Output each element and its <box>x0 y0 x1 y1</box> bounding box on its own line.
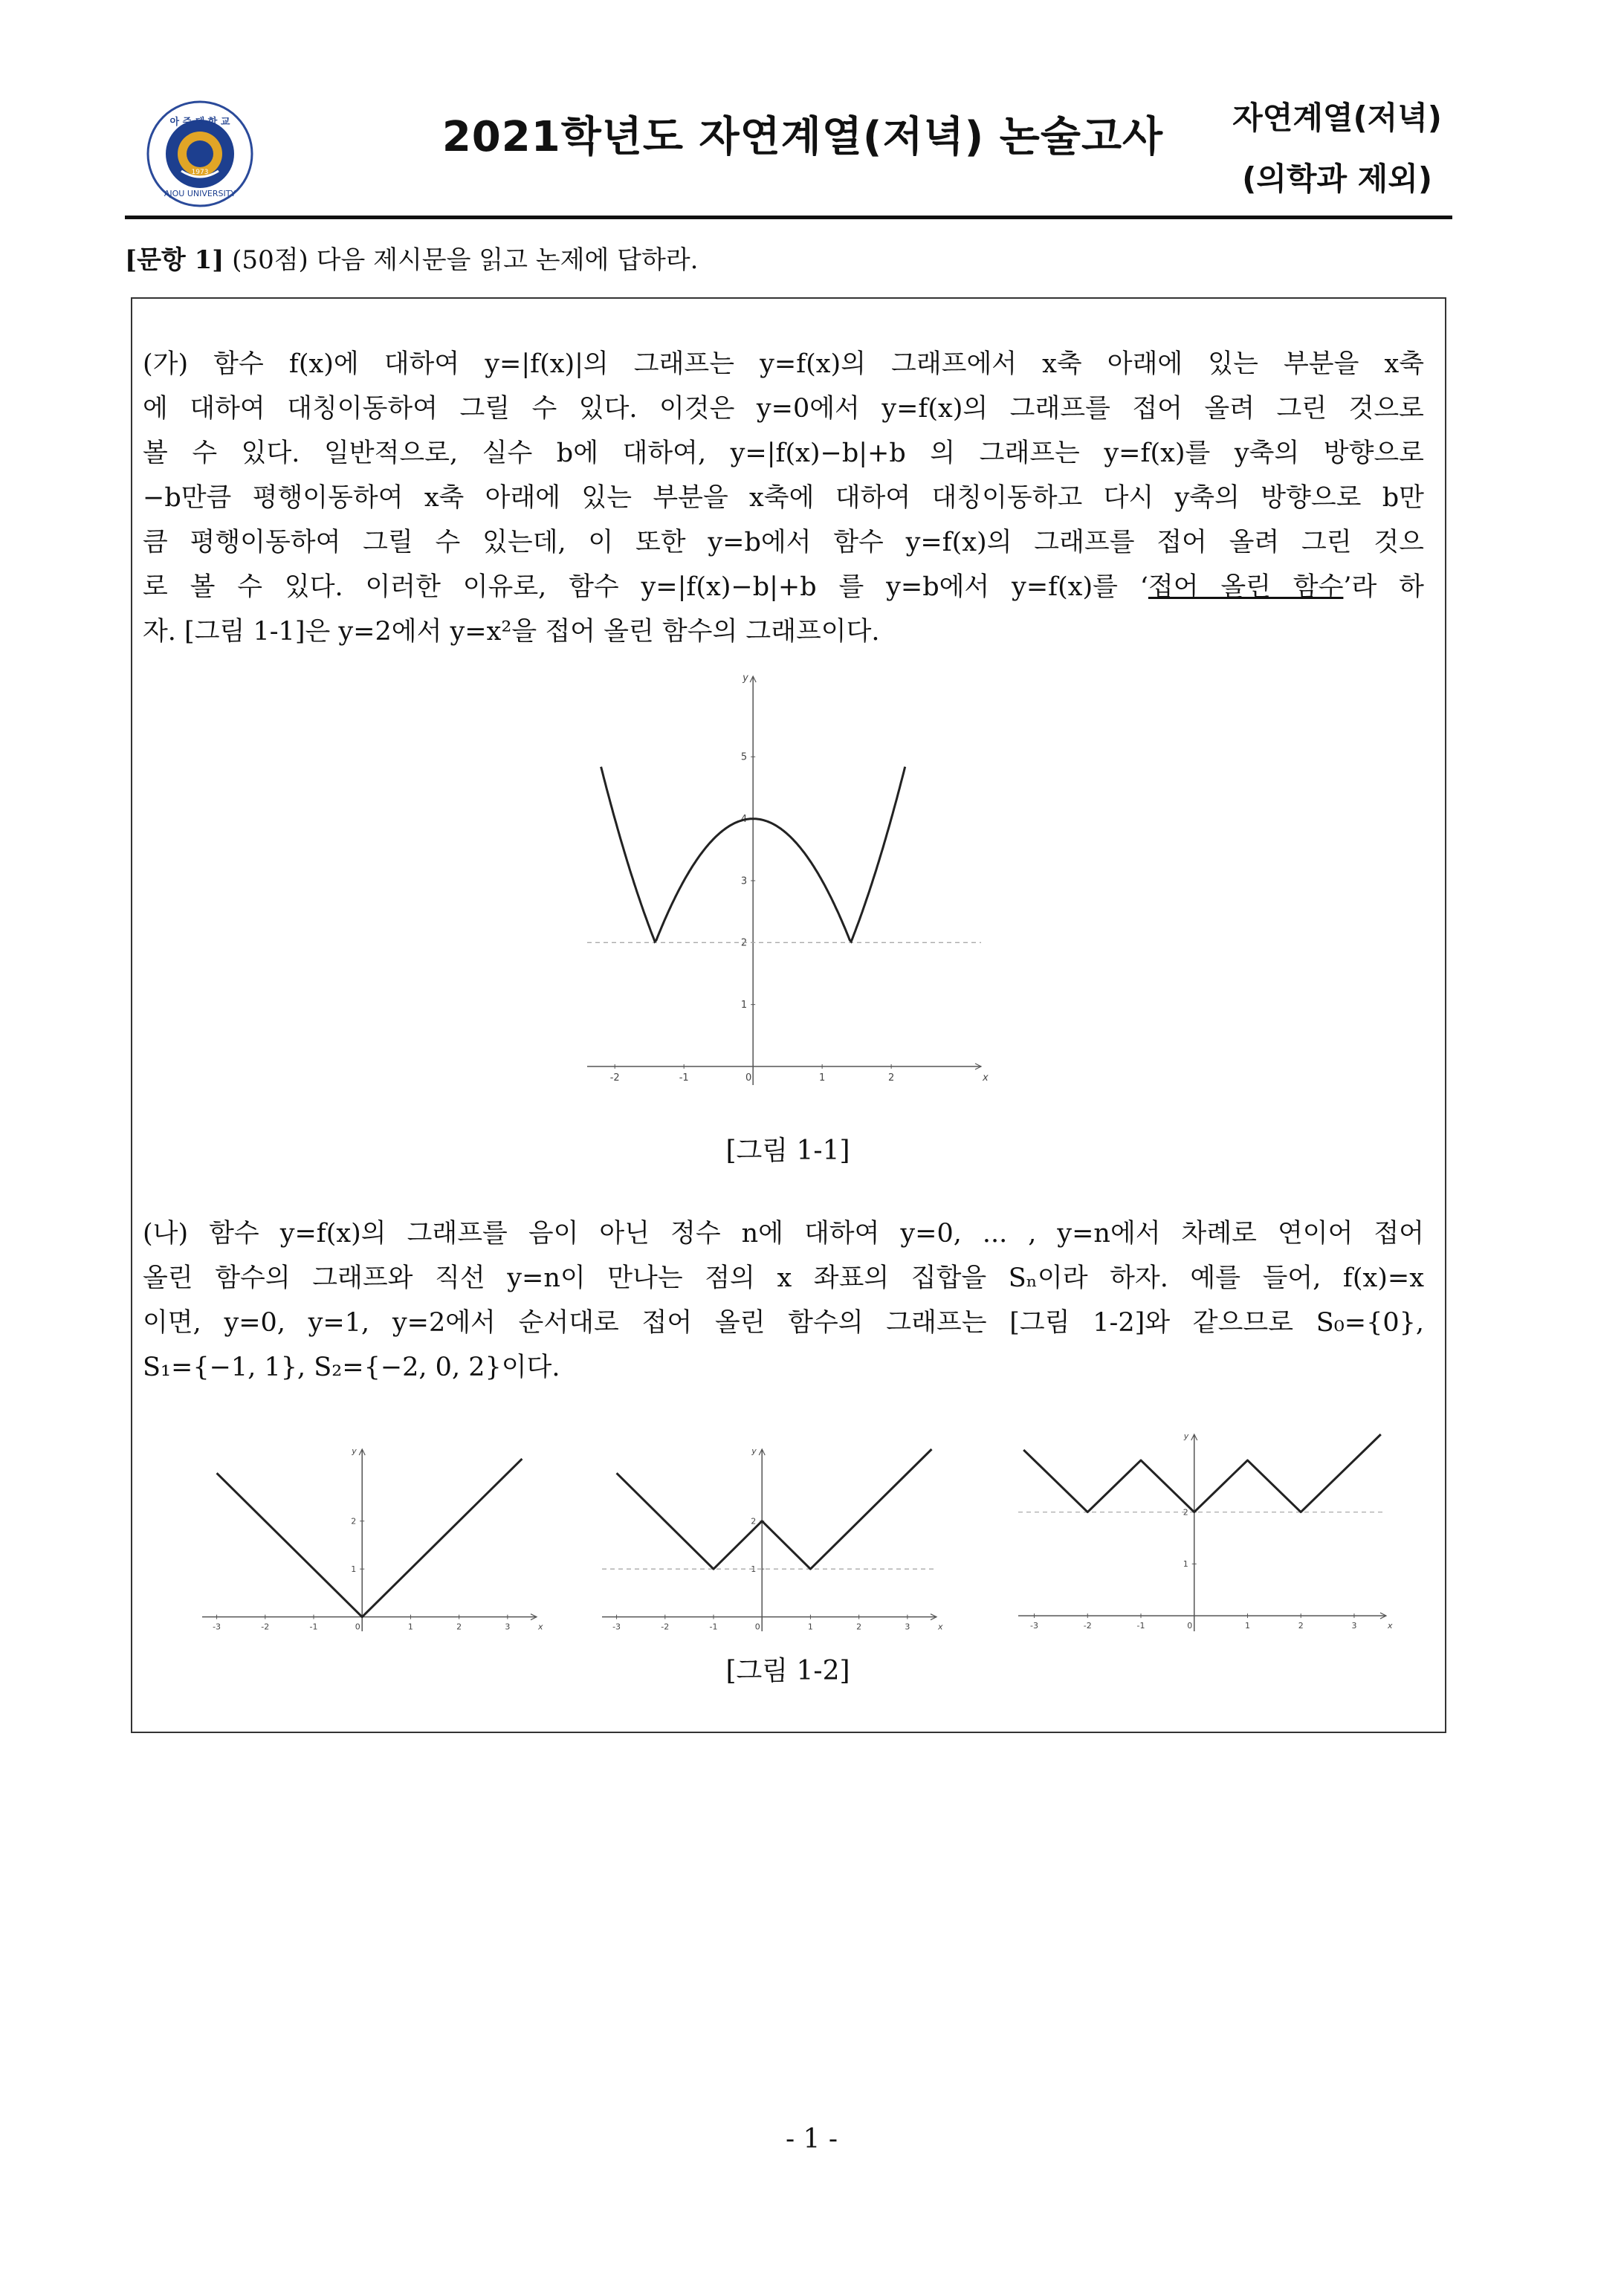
fig12a-x-tick-label: 0 <box>355 1622 360 1632</box>
figure-1-2-caption: [그림 1-2] <box>725 1656 850 1686</box>
fig12c-x-tick-label: 1 <box>1244 1621 1250 1631</box>
fig11-x-tick-label: 0 <box>745 1072 752 1084</box>
fig12a-x-tick-label: 2 <box>456 1622 462 1632</box>
question-label: [문항 1] <box>125 245 224 275</box>
fig11-x-tick-label: 2 <box>887 1072 895 1084</box>
fig12b-series-line <box>617 1449 932 1569</box>
question-heading <box>125 239 698 276</box>
passage-na-line: 올린 함수의 그래프와 직선 y=n이 만나는 점의 x 좌표의 집합을 Sₙ이라 하자. 예를 들어, f(x)=x <box>143 1263 1424 1293</box>
passage-ga-line-6-end: ’라 하 <box>1343 572 1424 602</box>
fig11-x-tick-label: -2 <box>609 1072 620 1084</box>
document-title: 2021학년도 자연계열(저녁) 논술고사 <box>441 113 1164 161</box>
fig12c-x-tick-label: -1 <box>1136 1621 1145 1631</box>
fig12a-x-tick-label: -3 <box>213 1622 221 1632</box>
fig12c-x-tick-label: -3 <box>1030 1621 1039 1631</box>
header-divider <box>125 216 1452 219</box>
fig11-x-label: x <box>983 1072 989 1084</box>
header-category-line1: 자연계열(저녁) <box>1232 100 1442 136</box>
fig11-y-label: y <box>743 673 748 684</box>
fig12b-x-tick-label: 3 <box>905 1622 910 1632</box>
fig12b-x-tick-label: 1 <box>807 1622 813 1632</box>
fig11-x-tick-label: -1 <box>679 1072 689 1084</box>
fig12c-y-tick-label: 1 <box>1183 1559 1188 1570</box>
fig12b-y-label: y <box>751 1446 757 1456</box>
figure-1-2-panel-c <box>1011 1419 1397 1635</box>
passage-na <box>143 1211 1424 1390</box>
figure-1-2-panel-a <box>195 1434 544 1635</box>
fig12b-x-tick-label: -2 <box>661 1622 670 1632</box>
university-logo <box>146 100 254 208</box>
fig12a-x-tick-label: -2 <box>261 1622 270 1632</box>
passage-ga-line: 볼 수 있다. 일반적으로, 실수 b에 대하여, y=|f(x)−b|+b 의 그래프는 y=f(x)를 y축의 방향으로 <box>143 438 1424 468</box>
fig12a-y-tick-label: 2 <box>351 1516 357 1526</box>
fig12b-x-tick-label: -3 <box>612 1622 621 1632</box>
figure-1-1 <box>580 661 996 1107</box>
passage-na-line: S₁={−1, 1}, S₂={−2, 0, 2}이다. <box>143 1353 560 1382</box>
fig12a-series-line <box>217 1459 523 1617</box>
figure-1-2-panel-b <box>595 1434 944 1635</box>
fig12b-y-tick-label: 1 <box>751 1564 757 1574</box>
fig12c-x-tick-label: 2 <box>1298 1621 1304 1631</box>
svg-text:아 주 대 학 교: 아 주 대 학 교 <box>169 117 230 128</box>
passage-ga <box>143 342 1424 654</box>
fig12b-x-tick-label: -1 <box>709 1622 718 1632</box>
fig12b-y-tick-label: 2 <box>751 1516 757 1526</box>
fig12c-y-tick-label: 2 <box>1183 1507 1188 1518</box>
figure-1-1-caption: [그림 1-1] <box>725 1136 850 1166</box>
passage-ga-line-6 <box>143 565 1424 609</box>
fig11-y-tick-label: 2 <box>740 937 748 949</box>
passage-na-line: (나) 함수 y=f(x)의 그래프를 음이 아닌 정수 n에 대하여 y=0, ... , y=n에서 차례로 연이어 접어 <box>143 1219 1424 1249</box>
page-number: - 1 - <box>785 2124 838 2154</box>
passage-ga-line: 자. [그림 1-1]은 y=2에서 y=x²을 접어 올린 함수의 그래프이다. <box>143 617 880 647</box>
fig12b-x-tick-label: 2 <box>856 1622 862 1632</box>
fig12c-x-tick-label: 0 <box>1187 1621 1193 1631</box>
passage-ga-line: −b만큼 평행이동하여 x축 아래에 있는 부분을 x축에 대하여 대칭이동하고 다시 y축의 방향으로 b만 <box>143 483 1424 513</box>
fig12c-series-line <box>1023 1434 1381 1512</box>
question-text: (50점) 다음 제시문을 읽고 논제에 답하라. <box>232 245 699 275</box>
fig11-y-tick-label: 4 <box>740 814 748 825</box>
fig12a-y-label: y <box>352 1446 357 1456</box>
svg-text:AJOU UNIVERSITY: AJOU UNIVERSITY <box>164 189 236 198</box>
svg-text:1973: 1973 <box>191 169 209 176</box>
passage-na-line: 이면, y=0, y=1, y=2에서 순서대로 접어 올린 함수의 그래프는 [그림 1-2]와 같으므로 S₀={0}, <box>143 1308 1424 1338</box>
fig12a-x-tick-label: -1 <box>309 1622 318 1632</box>
fig11-y-tick-label: 3 <box>740 875 748 887</box>
passage-ga-line: (가) 함수 f(x)에 대하여 y=|f(x)|의 그래프는 y=f(x)의 그래프에서 x축 아래에 있는 부분을 x축 <box>143 349 1424 379</box>
fig11-y-tick-label: 5 <box>740 751 748 763</box>
fig12c-y-label: y <box>1183 1431 1189 1441</box>
fig12a-x-tick-label: 1 <box>407 1622 413 1632</box>
passage-ga-line-6-start: 로 볼 수 있다. 이러한 이유로, 함수 y=|f(x)−b|+b 를 y=b에서 y=f(x)를 ‘ <box>143 572 1148 602</box>
fig11-y-tick-label: 1 <box>740 1000 748 1011</box>
fig12c-x-label: x <box>1388 1621 1393 1631</box>
fig12a-y-tick-label: 1 <box>351 1564 357 1574</box>
fig12b-x-label: x <box>938 1622 943 1632</box>
fig11-x-tick-label: 1 <box>818 1072 826 1084</box>
fig12a-x-label: x <box>538 1622 543 1632</box>
fig12a-x-tick-label: 3 <box>505 1622 511 1632</box>
fig12c-x-tick-label: 3 <box>1351 1621 1357 1631</box>
passage-ga-line: 에 대하여 대칭이동하여 그릴 수 있다. 이것은 y=0에서 y=f(x)의 그래프를 접어 올려 그린 것으로 <box>143 394 1424 424</box>
header-category-line2: (의학과 제외) <box>1242 161 1433 197</box>
passage-ga-line: 큼 평행이동하여 그릴 수 있는데, 이 또한 y=b에서 함수 y=f(x)의 그래프를 접어 올려 그린 것으 <box>143 528 1424 557</box>
header-category <box>1232 88 1442 210</box>
folded-function-term: 접어 올린 함수 <box>1148 572 1344 602</box>
fig12c-x-tick-label: -2 <box>1083 1621 1092 1631</box>
fig12b-x-tick-label: 0 <box>754 1622 760 1632</box>
